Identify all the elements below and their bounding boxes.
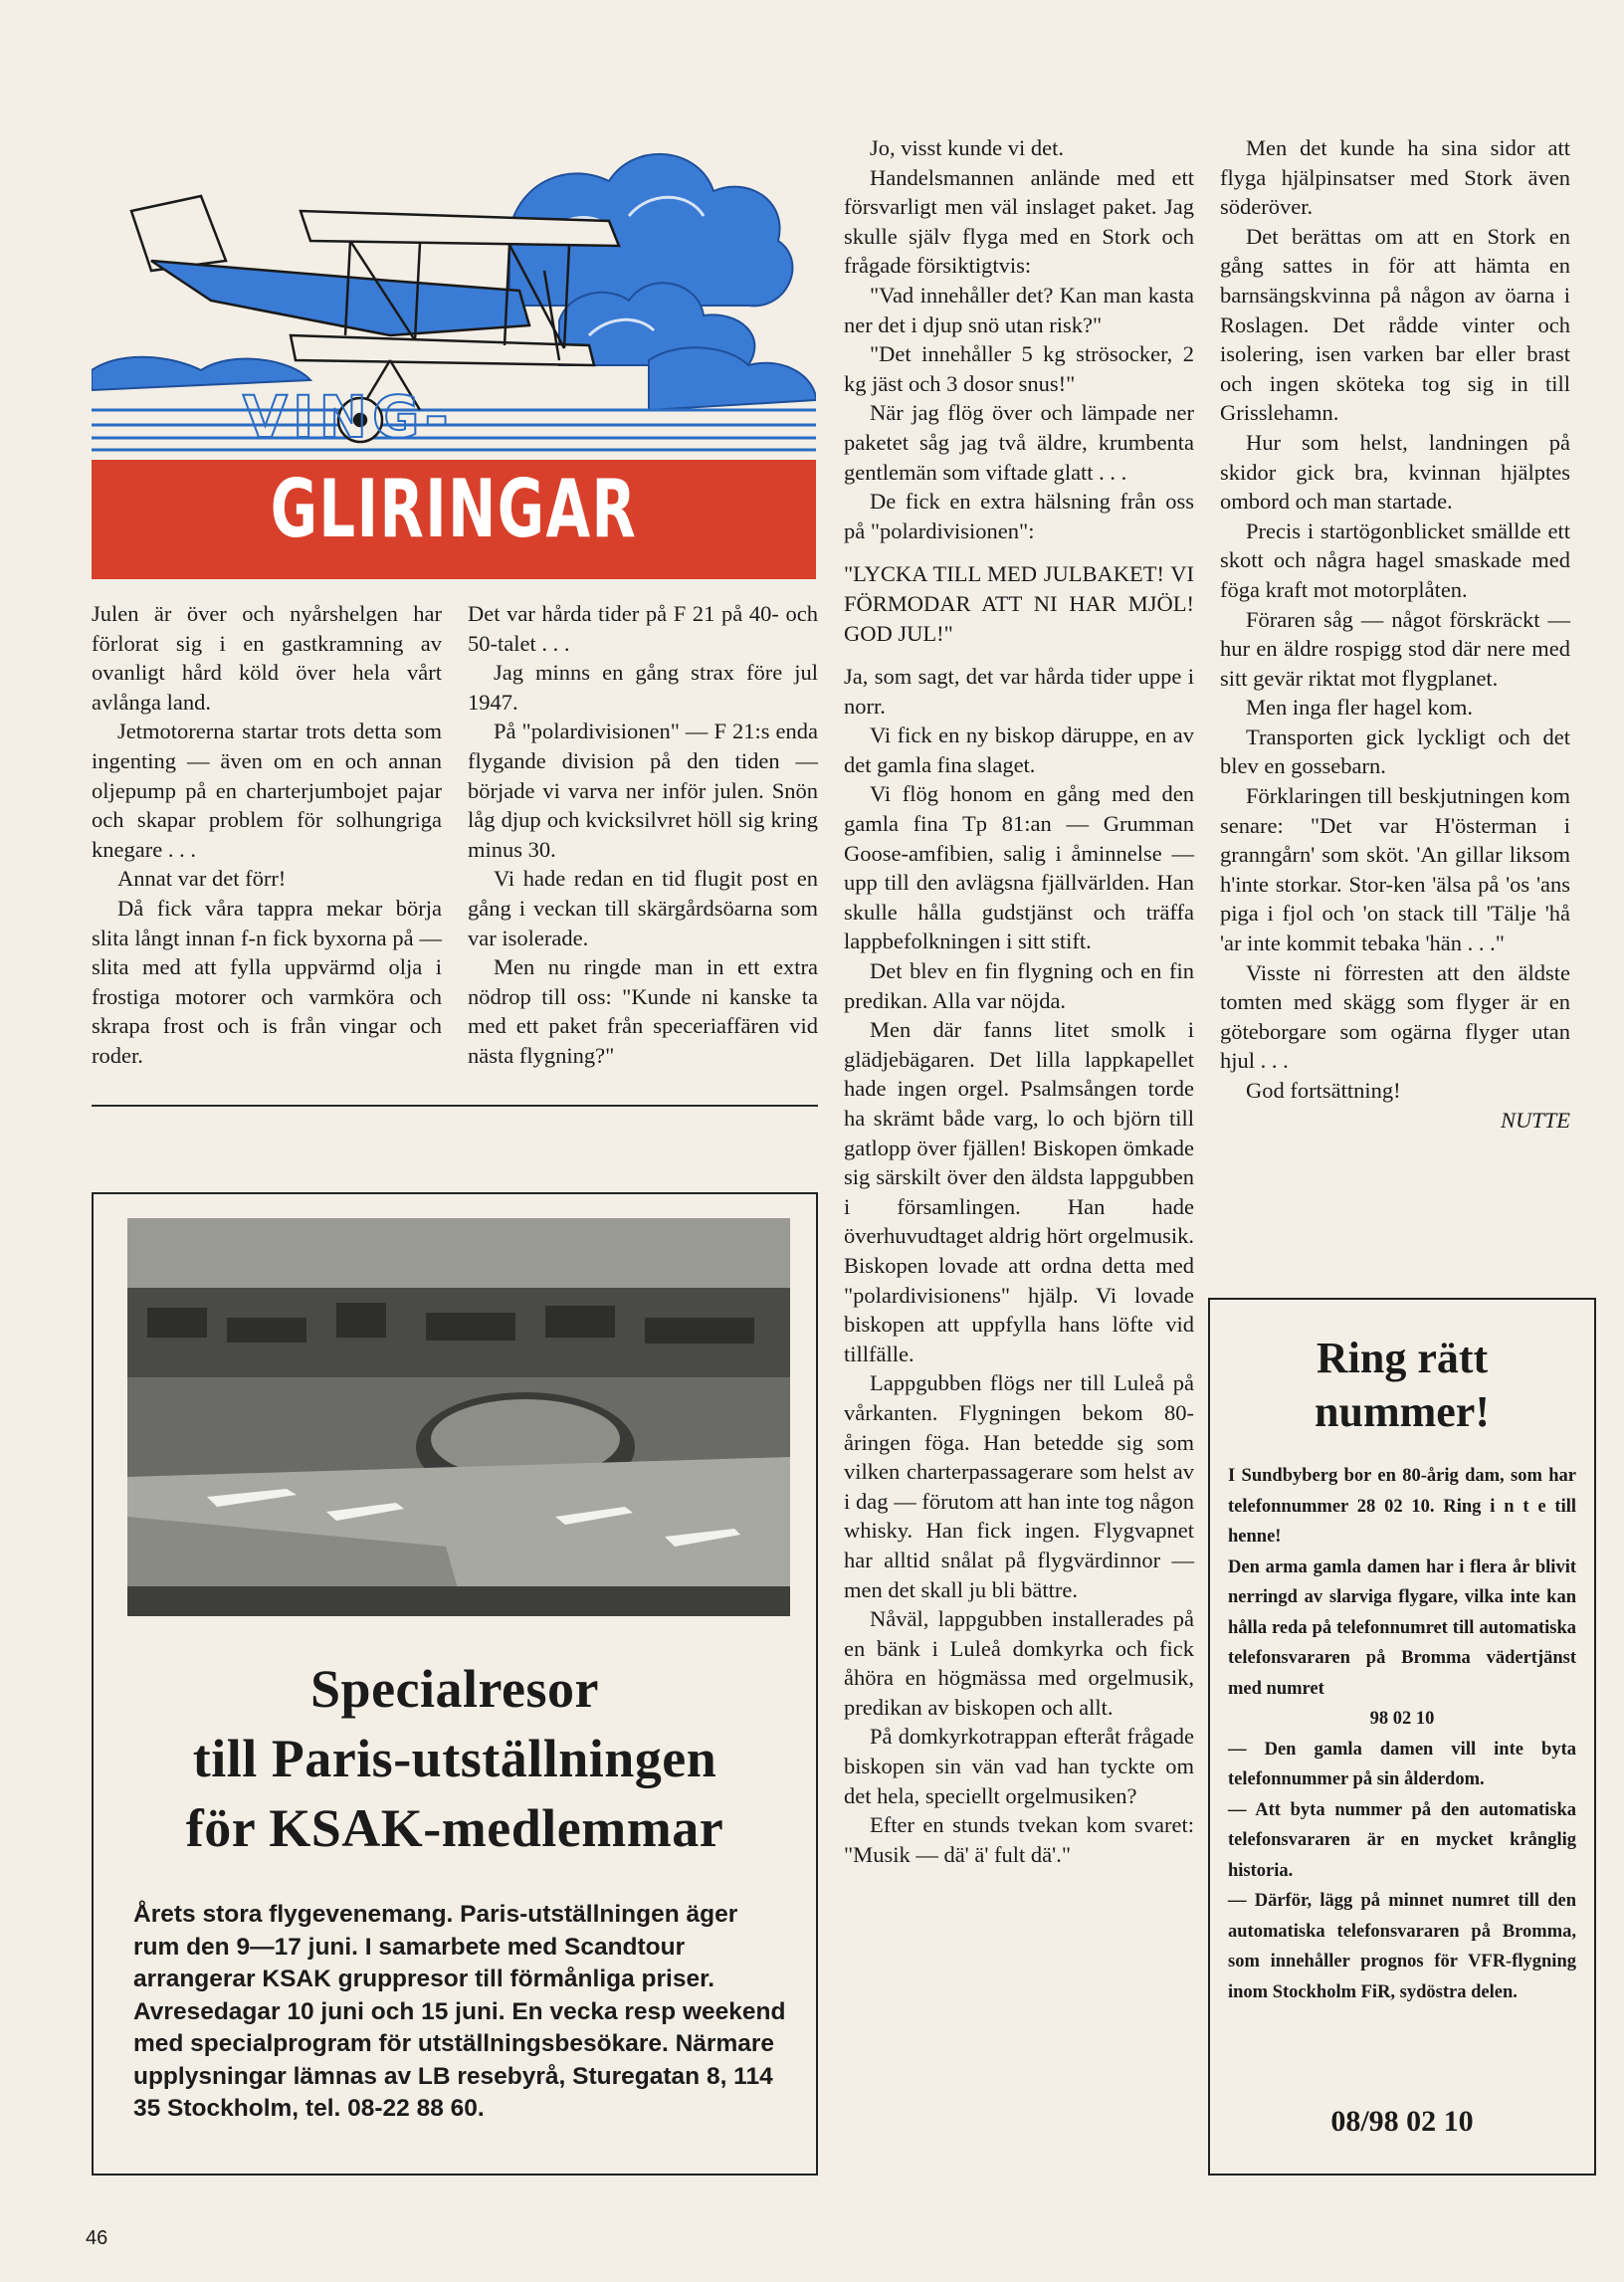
article-paragraph: Hur som helst, landningen på skidor gick bra, kvinnan hjälptes ombord och man startade.: [1220, 429, 1570, 515]
article-paragraph: Men nu ringde man in ett extra nödrop till oss: "Kunde ni kanske ta med ett paket från speceriaffären vid nästa flygning?": [468, 954, 818, 1068]
ring-body: [1228, 1461, 1576, 2007]
header-title-line2: GLIRINGAR: [270, 463, 638, 555]
article-column-4: [1220, 133, 1570, 1135]
ad-heading-line: till Paris-utställningen: [192, 1729, 717, 1788]
article-column-2: [468, 599, 818, 1071]
article-paragraph: Men det kunde ha sina sidor att flyga hjälpinsatser med Stork även söderöver.: [1220, 135, 1570, 220]
article-paragraph: Ja, som sagt, det var hårda tider uppe i norr.: [844, 664, 1194, 719]
ad-heading-line: för KSAK-medlemmar: [185, 1798, 724, 1858]
article-paragraph: Jetmotorerna startar trots detta som ingenting — även om en och annan oljepump på en charterjumbojet pajar och skapar problem för solhungriga knegare . . .: [92, 719, 442, 862]
article-paragraph: Men inga fler hagel kom.: [1246, 695, 1474, 721]
article-paragraph: "Vad innehåller det? Kan man kasta ner det i djup snö utan risk?": [844, 282, 1194, 337]
ring-box: [1208, 1298, 1596, 2176]
article-paragraph: Transporten gick lyckligt och det blev en gossebarn.: [1220, 724, 1570, 779]
header-illustration: [92, 121, 816, 579]
ad-heading-line: Specialresor: [310, 1659, 599, 1719]
ring-paragraph: — Därför, lägg på minnet numret till den automatiska telefonsvararen på Bromma, som innehåller prognos för VFR-flygning inom Stockholm FiR, sydöstra delen.: [1228, 1891, 1576, 2002]
article-paragraph: God fortsättning!: [1246, 1078, 1401, 1103]
article-paragraph: Efter en stunds tvekan kom svaret: "Musik — dä' ä' fult dä'.": [844, 1812, 1194, 1867]
article-paragraph: Vi fick en ny biskop däruppe, en av det gamla fina slaget.: [844, 723, 1194, 777]
article-column-1: [92, 599, 442, 1071]
article-paragraph: Men där fanns litet smolk i glädjebägaren. Det lilla lappkapellet hade ingen orgel. Psalmsången torde ha skrämt både varg, lo och björn till gatlopp över fjällen! Biskopen ömkade sig särskilt över den äldsta lappgubben i församlingen. Han hade överhuvudtaget aldrig hört orgelmusik. Biskopen lovade att ordna detta med "polardivisionens" hjälp. Vi lovade biskopen att uppfylla hans löfte vid tillfälle.: [844, 1017, 1195, 1366]
article-paragraph: "Det innehåller 5 kg strösocker, 2 kg jäst och 3 dosor snus!": [844, 341, 1194, 396]
header-title-line1: VING-: [243, 383, 454, 451]
article-paragraph: Förklaringen till beskjutningen kom senare: "Det var H'österman i granngårn' som sköt. 'An gillar liksom h'inte storkar. Stor-ken 'älsa på 'os 'ans piga i fjol och 'on stack till 'Tälje 'hå 'ar inte kommit tebaka 'hän . . .": [1220, 783, 1570, 956]
article-paragraph: När jag flög över och lämpade ner paketet såg jag två äldre, krumbenta gentlemän som viftade glatt . . .: [844, 400, 1194, 485]
ad-box: [92, 1192, 818, 2176]
aerial-photo: [127, 1218, 790, 1616]
article-paragraph: Vi flög honom en gång med den gamla fina Tp 81:an — Grumman Goose-amfibien, salig i åminnelse — upp till den avlägsna fjällvärlden. Han skulle hålla gudstjänst och träffa lappbefolkningen i sitt stift.: [844, 781, 1194, 954]
ring-number: 98 02 10: [1369, 1709, 1435, 1729]
article-paragraph: Det var hårda tider på F 21 på 40- och 50-talet . . .: [468, 601, 818, 656]
article-paragraph: Då fick våra tappra mekar börja slita långt innan f-n fick byxorna på — slita med att fylla uppvärmd olja i frostiga motorer och varmköra och skrapa frost och is från vingar och roder.: [92, 895, 442, 1068]
article-paragraph: Föraren såg — något förskräckt — hur en äldre rospigg stod där nere med sitt gevär riktat mot flygplanet.: [1220, 606, 1570, 691]
article-paragraph: Jag minns en gång strax före jul 1947.: [468, 660, 818, 715]
ad-heading: [94, 1654, 816, 1863]
ad-body: Årets stora flygevenemang. Paris-utställningen äger rum den 9—17 juni. I samarbete med Scandtour arrangerar KSAK gruppresor till förmånliga priser. Avresedagar 10 juni och 15 juni. En vecka resp weekend med specialprogram för utställningsbesökare. Närmare upplysningar lämnas av LB resebyrå, Sturegatan 8, 114 35 Stockholm, tel. 08-22 88 60.: [133, 1901, 786, 2122]
article-paragraph: På domkyrkotrappan efteråt frågade biskopen sin vän vad han tyckte om det hela, speciellt orgelmusiken?: [844, 1724, 1194, 1808]
aerial-photo-image: [127, 1218, 790, 1616]
article-paragraph: Precis i startögonblicket smällde ett skott och några hagel smaskade med föga kraft mot motorplåten.: [1220, 518, 1570, 602]
article-signature: NUTTE: [1500, 1107, 1570, 1133]
article-paragraph: Det blev en fin flygning och en fin predikan. Alla var nöjda.: [844, 958, 1194, 1013]
article-paragraph: Handelsmannen anlände med ett försvarligt men väl inslaget paket. Jag skulle själv flyga med en Stork och frågade försiktigtvis:: [844, 164, 1194, 279]
article-paragraph: Jo, visst kunde vi det.: [870, 135, 1064, 160]
article-paragraph: Annat var det förr!: [117, 866, 287, 892]
article-paragraph: Julen är över och nyårshelgen har förlorat sig i en gastkramning av ovanligt hård köld över hela vårt avlånga land.: [92, 601, 442, 715]
article-paragraph: Visste ni förresten att den äldste tomten med skägg som flyger är en göteborgare som ogärna flyger utan hjul . . .: [1220, 959, 1570, 1074]
article-paragraph: Nåväl, lappgubben installerades på en bänk i Luleå domkyrka och fick åhöra en högmässa med orgelmusik, predikan av biskopen och allt.: [844, 1606, 1194, 1720]
ring-title-line: nummer!: [1315, 1387, 1490, 1436]
article-paragraph: Lappgubben flögs ner till Luleå på vårkanten. Flygningen bekom 80-åringen föga. Han betedde sig som vilken charterpassagerare som helst av i dag — förutom att han inte tog någon whisky. Han fick ingen. Flygvapnet har alltid snålat på flygvärdinnor — men det skall ju bli bättre.: [844, 1370, 1194, 1602]
article-paragraph: Vi hade redan en tid flugit post en gång i veckan till skärgårdsöarna som var isolerade.: [468, 866, 818, 950]
ring-paragraph: Den arma gamla damen har i flera år blivit nerringd av slarviga flygare, vilka inte kan hålla reda på telefonnumret till automatiska telefonsvararen på Bromma vädertjänst med numret: [1228, 1556, 1576, 1699]
ring-paragraph: — Att byta nummer på den automatiska telefonsvararen är en mycket krånglig historia.: [1228, 1799, 1576, 1881]
ring-title: [1210, 1332, 1594, 1439]
ring-paragraph: I Sundbyberg bor en 80-årig dam, som har telefonnummer 28 02 10. Ring i n t e till henne!: [1228, 1466, 1576, 1547]
article-paragraph: De fick en extra hälsning från oss på "polardivisionen":: [844, 489, 1194, 543]
article-column-3: [844, 133, 1194, 1869]
ring-title-line: Ring rätt: [1316, 1334, 1489, 1382]
ring-phone-number: 08/98 02 10: [1330, 2105, 1474, 2138]
article-paragraph: På "polardivisionen" — F 21:s enda flygande division på den tiden — började vi varva ner inför julen. Snön låg djup och kvicksilvret höll sig kring minus 30.: [468, 719, 818, 862]
article-paragraph: Det berättas om att en Stork en gång sattes in för att hämta en barnsängskvinna på någon av öarna i Roslagen. Det rådde vinter och isolering, isen varken bar eller brast och ingen sköteka tog sig in till Grisslehamn.: [1220, 223, 1570, 426]
section-divider: [92, 1105, 818, 1107]
page-number: 46: [86, 2227, 108, 2249]
ring-paragraph: — Den gamla damen vill inte byta telefonnummer på sin ålderdom.: [1228, 1739, 1576, 1789]
article-paragraph: "LYCKA TILL MED JULBAKET! VI FÖRMODAR ATT NI HAR MJÖL! GOD JUL!": [844, 561, 1194, 646]
